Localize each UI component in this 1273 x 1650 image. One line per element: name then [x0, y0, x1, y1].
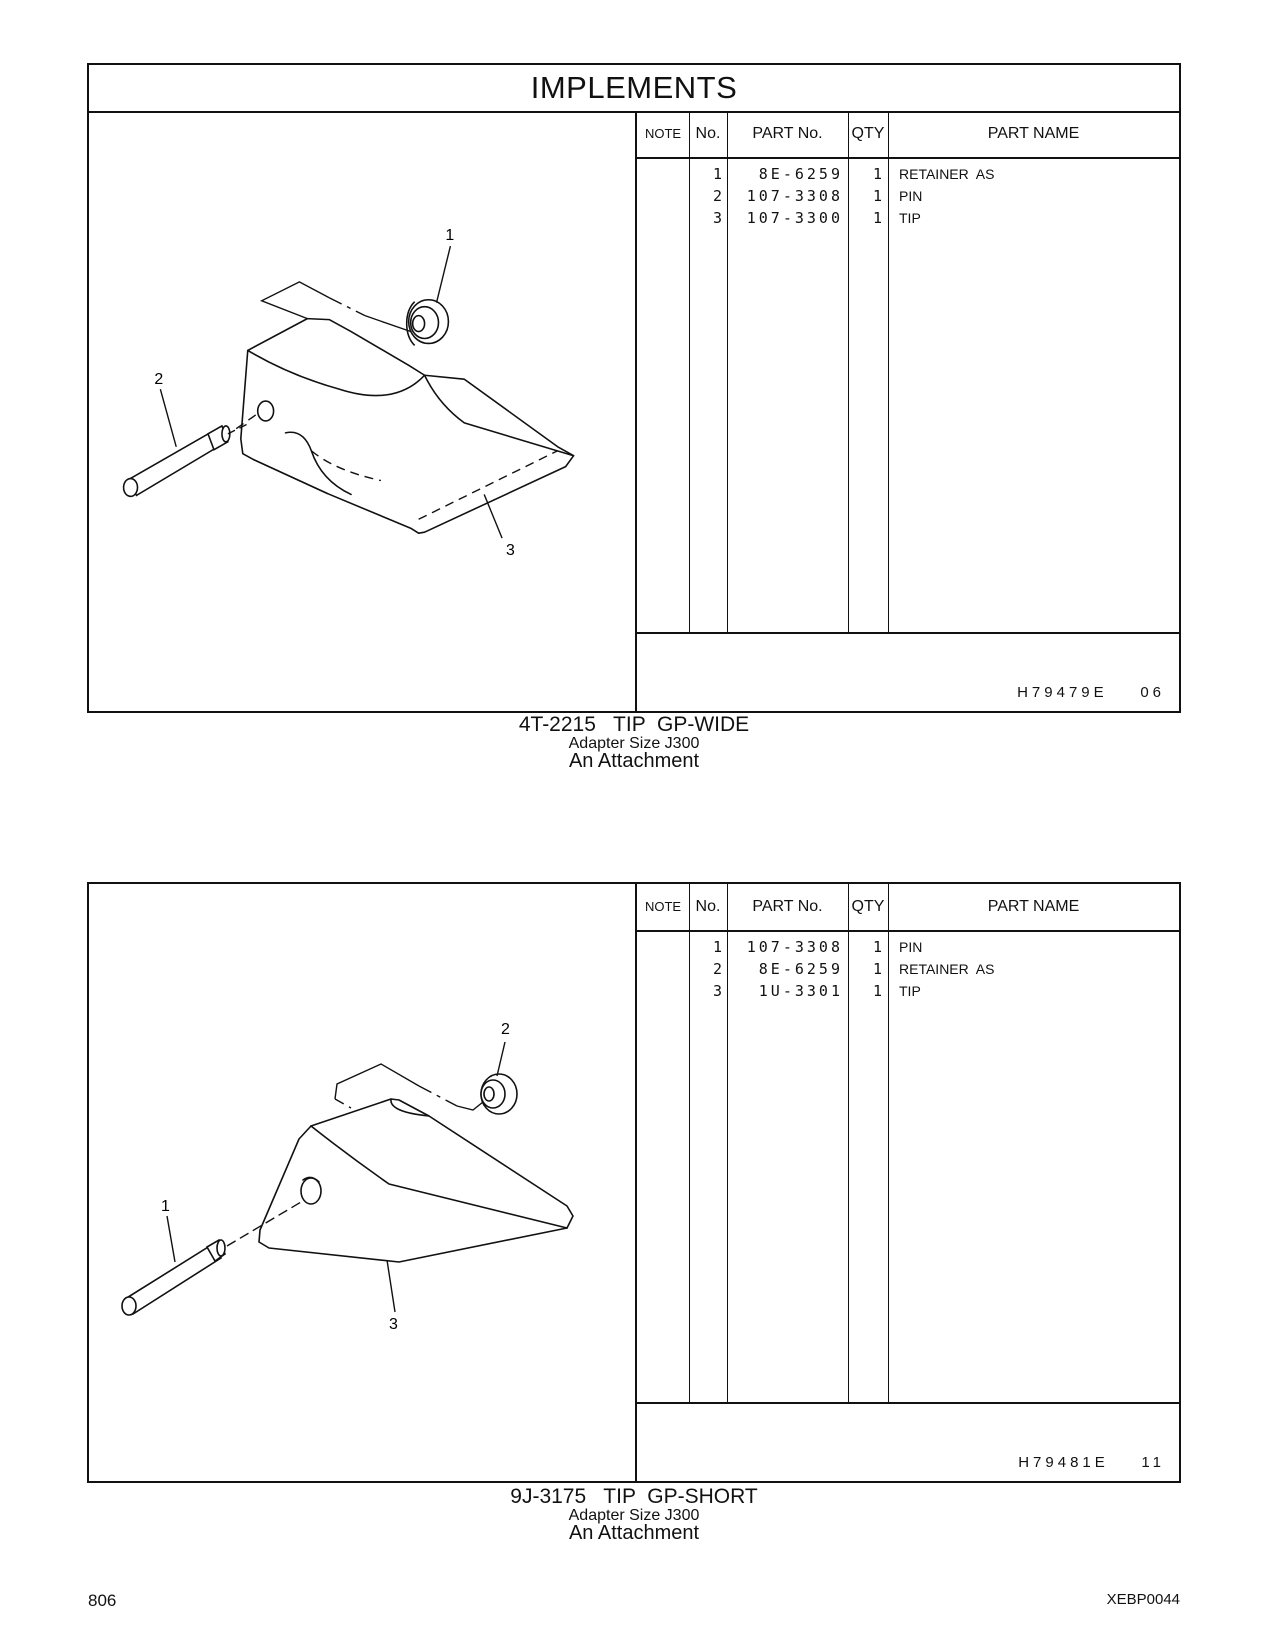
callout-3: 3 [506, 542, 515, 560]
group-caption [87, 714, 1181, 772]
callout-2: 2 [501, 1021, 510, 1038]
column-header-part-no: PART No. [752, 898, 823, 915]
group-caption [87, 1486, 1181, 1544]
part-number: 8E-6259 [758, 960, 843, 978]
exploded-view-illustration [89, 884, 635, 1481]
illustration-reference: H79479E 06 [1017, 684, 1165, 701]
column-header-note: NOTE [644, 899, 682, 914]
column-header-part-name: PART NAME [987, 125, 1080, 142]
group-note: An Attachment [568, 750, 700, 772]
quantity: 1 [872, 982, 882, 1000]
item-number: 1 [712, 938, 722, 956]
quantity: 1 [872, 960, 882, 978]
part-number: 107-3308 [746, 187, 843, 205]
item-number: 2 [712, 187, 722, 205]
item-number: 2 [712, 960, 722, 978]
part-name: PIN [899, 939, 923, 955]
part-name: TIP [899, 210, 921, 226]
column-header-no: No. [695, 898, 721, 915]
item-number: 3 [712, 209, 722, 227]
part-number: 107-3308 [746, 938, 843, 956]
quantity: 1 [872, 938, 882, 956]
part-name: RETAINER AS [899, 166, 995, 182]
part-name: RETAINER AS [899, 961, 995, 977]
document-code: XEBP0044 [1106, 1591, 1180, 1608]
item-number: 1 [712, 165, 722, 183]
illustration-reference: H79481E 11 [1018, 1454, 1165, 1471]
parts-group-1 [87, 63, 1181, 713]
part-number: 107-3300 [746, 209, 843, 227]
quantity: 1 [872, 209, 882, 227]
part-number: 8E-6259 [758, 165, 843, 183]
table-footer [637, 632, 1179, 711]
callout-1: 1 [445, 227, 455, 245]
part-number: 1U-3301 [758, 982, 843, 1000]
quantity: 1 [872, 187, 882, 205]
table-header [637, 884, 1179, 932]
group-title: 4T-2215 TIP GP-WIDE [518, 713, 750, 736]
quantity: 1 [872, 165, 882, 183]
parts-table [635, 884, 1179, 1481]
parts-group-2 [87, 882, 1181, 1483]
table-row [637, 185, 1179, 208]
table-row [637, 207, 1179, 230]
page-number: 806 [88, 1591, 117, 1610]
column-header-note: NOTE [644, 126, 682, 141]
item-number: 3 [712, 982, 722, 1000]
callout-2: 2 [154, 371, 164, 389]
tip-gp-wide-drawing [89, 111, 635, 711]
parts-table [635, 111, 1179, 711]
group-subtitle: Adapter Size J300 [568, 1507, 700, 1524]
part-name: PIN [899, 188, 923, 204]
column-header-no: No. [695, 125, 721, 142]
table-row [637, 958, 1179, 981]
table-row [637, 936, 1179, 959]
group-title: 9J-3175 TIP GP-SHORT [510, 1485, 758, 1508]
table-footer [637, 1402, 1179, 1481]
column-header-part-name: PART NAME [987, 898, 1080, 915]
column-header-qty: QTY [851, 898, 885, 915]
column-header-qty: QTY [851, 125, 885, 142]
tip-gp-short-drawing [89, 884, 635, 1481]
table-row [637, 163, 1179, 186]
table-row [637, 980, 1179, 1003]
table-header [637, 111, 1179, 159]
callout-1: 1 [161, 1198, 170, 1215]
group-subtitle: Adapter Size J300 [568, 735, 700, 752]
group-note: An Attachment [568, 1522, 700, 1544]
page-title: IMPLEMENTS [89, 65, 1179, 113]
exploded-view-illustration [89, 111, 635, 711]
column-header-part-no: PART No. [752, 125, 823, 142]
part-name: TIP [899, 983, 921, 999]
callout-3: 3 [389, 1316, 398, 1333]
